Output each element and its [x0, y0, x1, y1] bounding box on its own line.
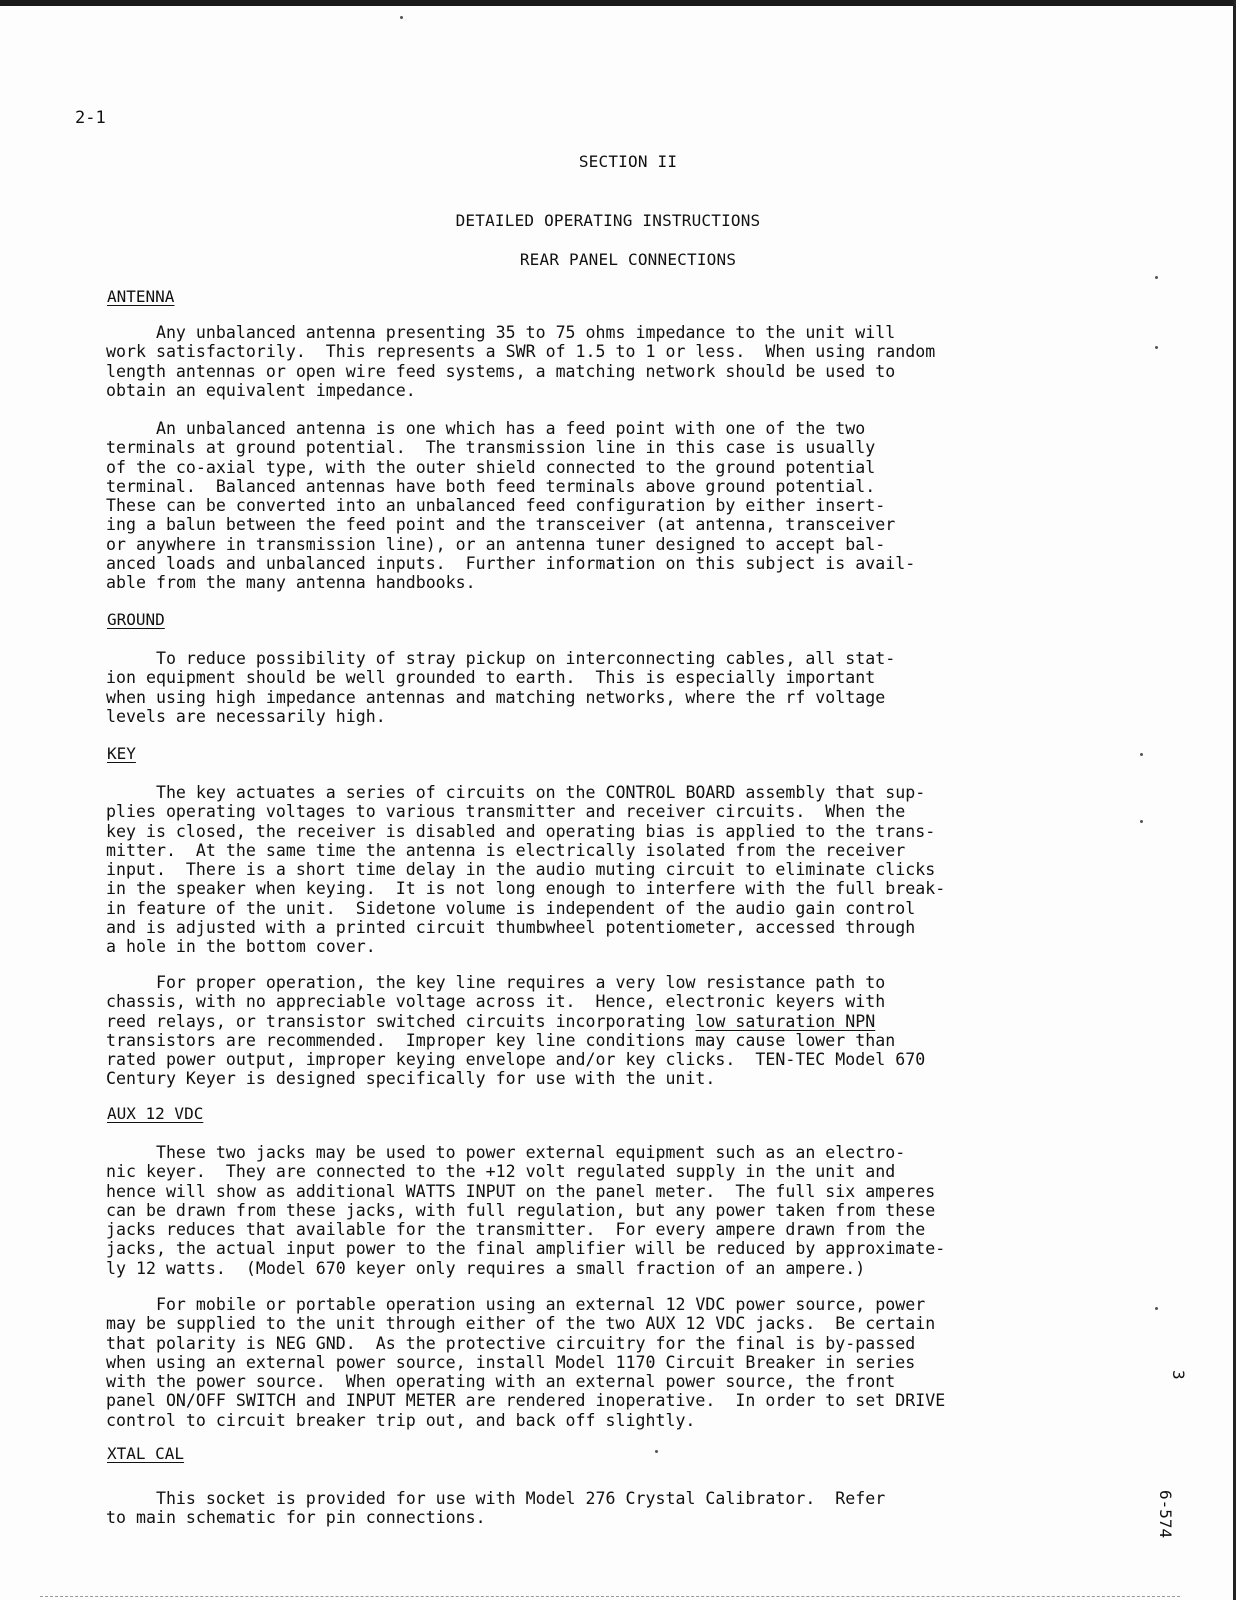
scan-speck: [1155, 276, 1158, 279]
paragraph-antenna-1: Any unbalanced antenna presenting 35 to 75 ohms impedance to the unit will work satisfactorily. This represents a SWR of 1.5 to 1 or less. When using random length antennas or open wire feed systems, a matching network should be used to obtain an equivalent impedance.: [106, 323, 936, 400]
paragraph-key-2: [106, 973, 1096, 1089]
paragraph-aux-1: These two jacks may be used to power external equipment such as an electro- nic keyer. They are connected to the +12 volt regulated supply in the unit and hence will show as additional WATTS INPUT on the panel meter. The full six amperes can be drawn from these jacks, with full regulation, but any power taken from these jacks reduces that available for the transmitter. For every ampere drawn from the jacks, the actual input power to the final amplifier will be reduced by approximate- ly 12 watts. (Model 670 keyer only requires a small fraction of an ampere.): [106, 1143, 946, 1278]
heading-xtal-cal: XTAL CAL: [107, 1444, 185, 1463]
heading-aux-12-vdc: AUX 12 VDC: [107, 1104, 204, 1123]
heading-ground: GROUND: [107, 610, 165, 629]
paragraph-ground-1: To reduce possibility of stray pickup on interconnecting cables, all stat- ion equipment should be well grounded to earth. This is especially important when using high impedance antennas and matching networks, where the rf voltage levels are necessarily high.: [106, 649, 896, 726]
paragraph-key-2-end: transistors are recommended. Improper key line conditions may cause lower than rated power output, improper keying envelope and/or key clicks. TEN-TEC Model 670 Century Keyer is designed specifically for use with the unit.: [106, 1030, 926, 1089]
scan-speck: [1155, 346, 1158, 349]
paragraph-xtal-1: This socket is provided for use with Model 276 Crystal Calibrator. Refer to main schematic for pin connections.: [106, 1489, 886, 1528]
paragraph-key-1: The key actuates a series of circuits on the CONTROL BOARD assembly that sup- plies operating voltages to various transmitter and receiver circuits. When the key is closed, the receiver is disabled and operating bias is applied to the trans- mitter. At the same time the antenna is electrically isolated from the receiver input. There is a short time delay in the audio muting circuit to eliminate clicks in the speaker when keying. It is not long enough to interfere with the full break- in feature of the unit. Sidetone volume is independent of the audio gain control and is adjusted with a printed circuit thumbwheel potentiometer, accessed through a hole in the bottom cover.: [106, 783, 946, 957]
paragraph-aux-2: For mobile or portable operation using an external 12 VDC power source, power may be supplied to the unit through either of the two AUX 12 VDC jacks. Be certain that polarity is NEG GND. As the protective circuitry for the final is by-passed when using an external power source, install Model 1170 Circuit Breaker in series with the power source. When operating with an external power source, the front panel ON/OFF SWITCH and INPUT METER are rendered inoperative. In order to set DRIVE control to circuit breaker trip out, and back off slightly.: [106, 1295, 946, 1430]
margin-page-number: 3: [1169, 1370, 1188, 1380]
scan-speck: [400, 16, 403, 19]
subsection-title: REAR PANEL CONNECTIONS: [519, 250, 737, 269]
scan-speck: [655, 1450, 658, 1453]
scan-speck: [1140, 820, 1143, 823]
underlined-phrase: low saturation NPN: [695, 1011, 876, 1031]
section-title: SECTION II: [578, 152, 678, 171]
paragraph-key-2-start: For proper operation, the key line requires a very low resistance path to chassis, with no appreciable voltage across it. Hence, electronic keyers with reed relays, or transistor switched circuits incorporating: [106, 973, 886, 1031]
heading-key: KEY: [107, 744, 136, 763]
page-number: 2-1: [75, 108, 106, 128]
paragraph-antenna-2: An unbalanced antenna is one which has a feed point with one of the two terminals at ground potential. The transmission line in this case is usually of the co-axial type, with the outer shield connected to the ground potential terminal. Balanced antennas have both feed terminals above ground potential. These can be converted into an unbalanced feed configuration by either insert- ing a balun between the feed point and the transceiver (at antenna, transceiver or anywhere in transmission line), or an antenna tuner designed to accept bal- anced loads and unbalanced inputs. Further information on this subject is avail- able from the many antenna handbooks.: [106, 419, 916, 593]
document-title: DETAILED OPERATING INSTRUCTIONS: [455, 211, 761, 230]
scan-edge-top: [0, 0, 1236, 6]
scan-edge-bottom: [40, 1596, 1180, 1598]
heading-antenna: ANTENNA: [107, 287, 175, 306]
scan-speck: [1155, 1307, 1158, 1310]
scan-speck: [1140, 753, 1143, 756]
margin-document-code: 6-574: [1156, 1490, 1175, 1539]
